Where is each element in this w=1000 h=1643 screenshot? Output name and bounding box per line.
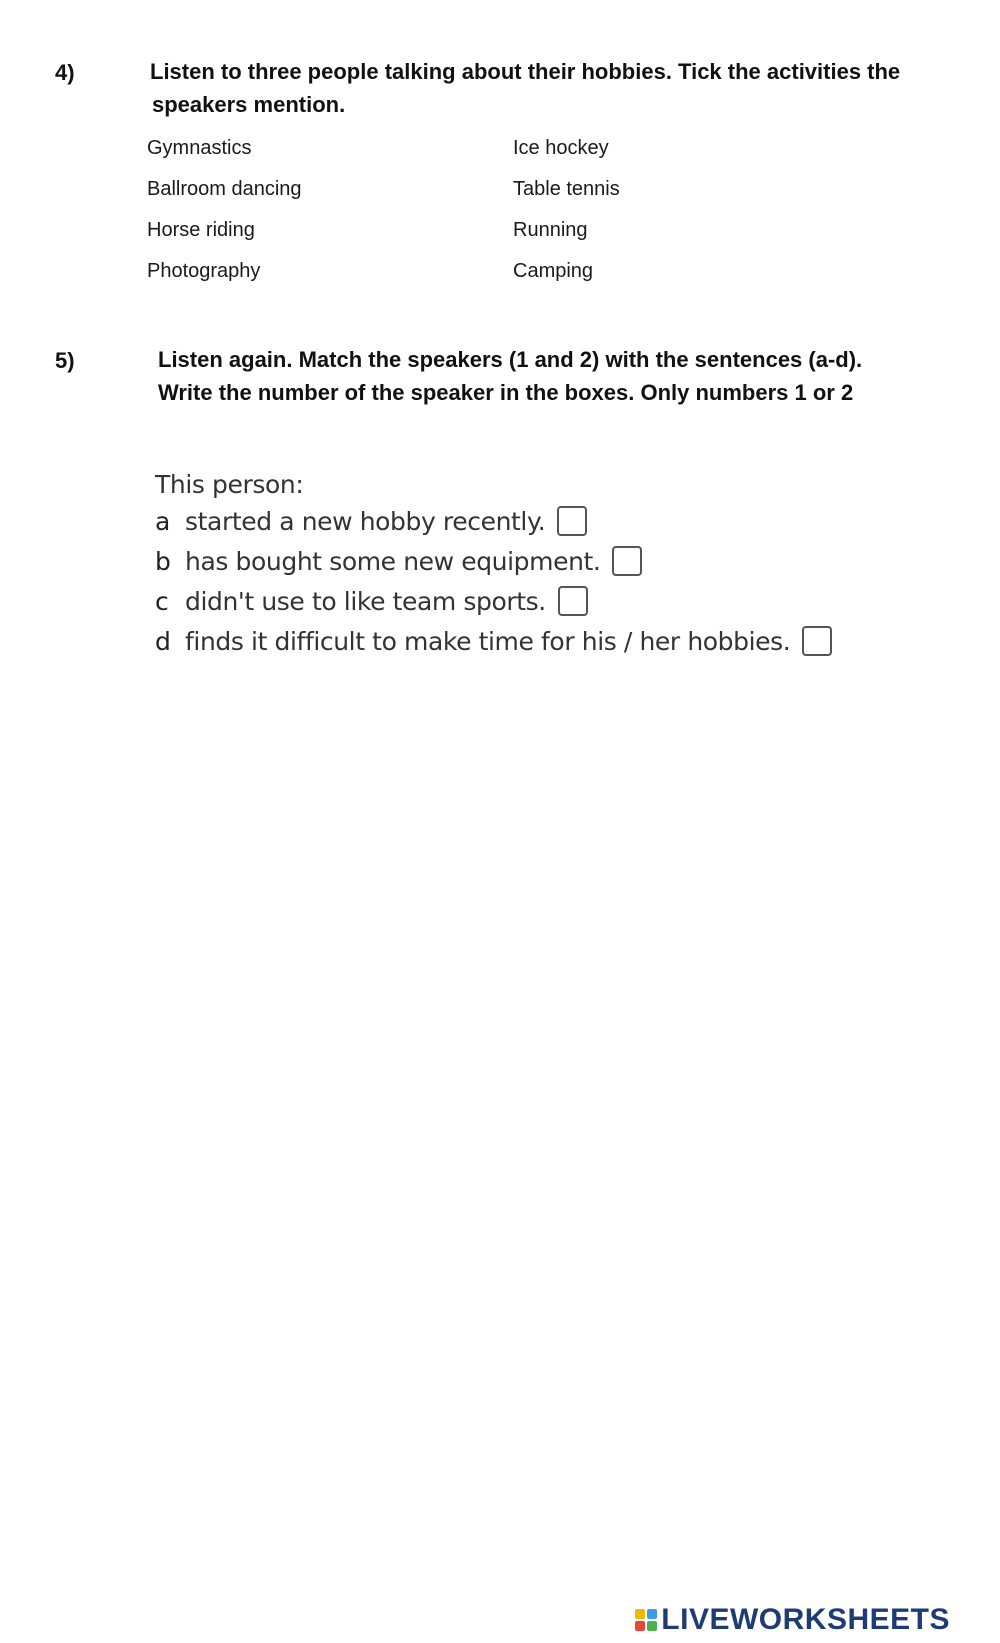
matching-item-b [155, 546, 642, 576]
item-text: didn't use to like team sports. [185, 586, 546, 616]
question-5-instruction-line-1: Listen again. Match the speakers (1 and 2) with the sentences (a-d). [158, 347, 863, 372]
question-5-instruction-line-2: Write the number of the speaker in the boxes. Only numbers 1 or 2 [158, 380, 854, 405]
activity-item: Gymnastics [147, 137, 252, 159]
item-letter: d [155, 626, 171, 656]
question-5-number: 5) [55, 348, 75, 373]
matching-item-d [155, 626, 832, 656]
item-text: started a new hobby recently. [185, 506, 546, 536]
answer-box-b[interactable] [612, 546, 642, 576]
item-letter: b [155, 546, 171, 576]
activity-item: Camping [513, 260, 594, 282]
activity-item: Photography [147, 260, 261, 282]
matching-intro: This person: [155, 470, 304, 499]
activity-item: Ballroom dancing [147, 178, 302, 200]
item-letter: c [155, 586, 169, 616]
item-letter: a [155, 506, 170, 536]
question-4-instruction-line-1: Listen to three people talking about their hobbies. Tick the activities the [150, 59, 901, 84]
answer-box-c[interactable] [558, 586, 588, 616]
activity-item: Ice hockey [513, 137, 609, 159]
matching-item-c [155, 586, 588, 616]
question-4-instruction-line-2: speakers mention. [152, 92, 346, 117]
logo-grid-icon [635, 1609, 657, 1631]
question-4-number: 4) [55, 60, 75, 85]
activity-item: Horse riding [147, 219, 255, 241]
item-text: finds it difficult to make time for his / her hobbies. [185, 626, 791, 656]
liveworksheets-logo [635, 1603, 950, 1637]
item-text: has bought some new equipment. [185, 546, 601, 576]
activity-item: Running [513, 219, 588, 241]
activity-item: Table tennis [513, 178, 620, 200]
answer-box-a[interactable] [557, 506, 587, 536]
answer-box-d[interactable] [802, 626, 832, 656]
logo-text: LIVEWORKSHEETS [661, 1603, 950, 1636]
matching-item-a [155, 506, 587, 536]
